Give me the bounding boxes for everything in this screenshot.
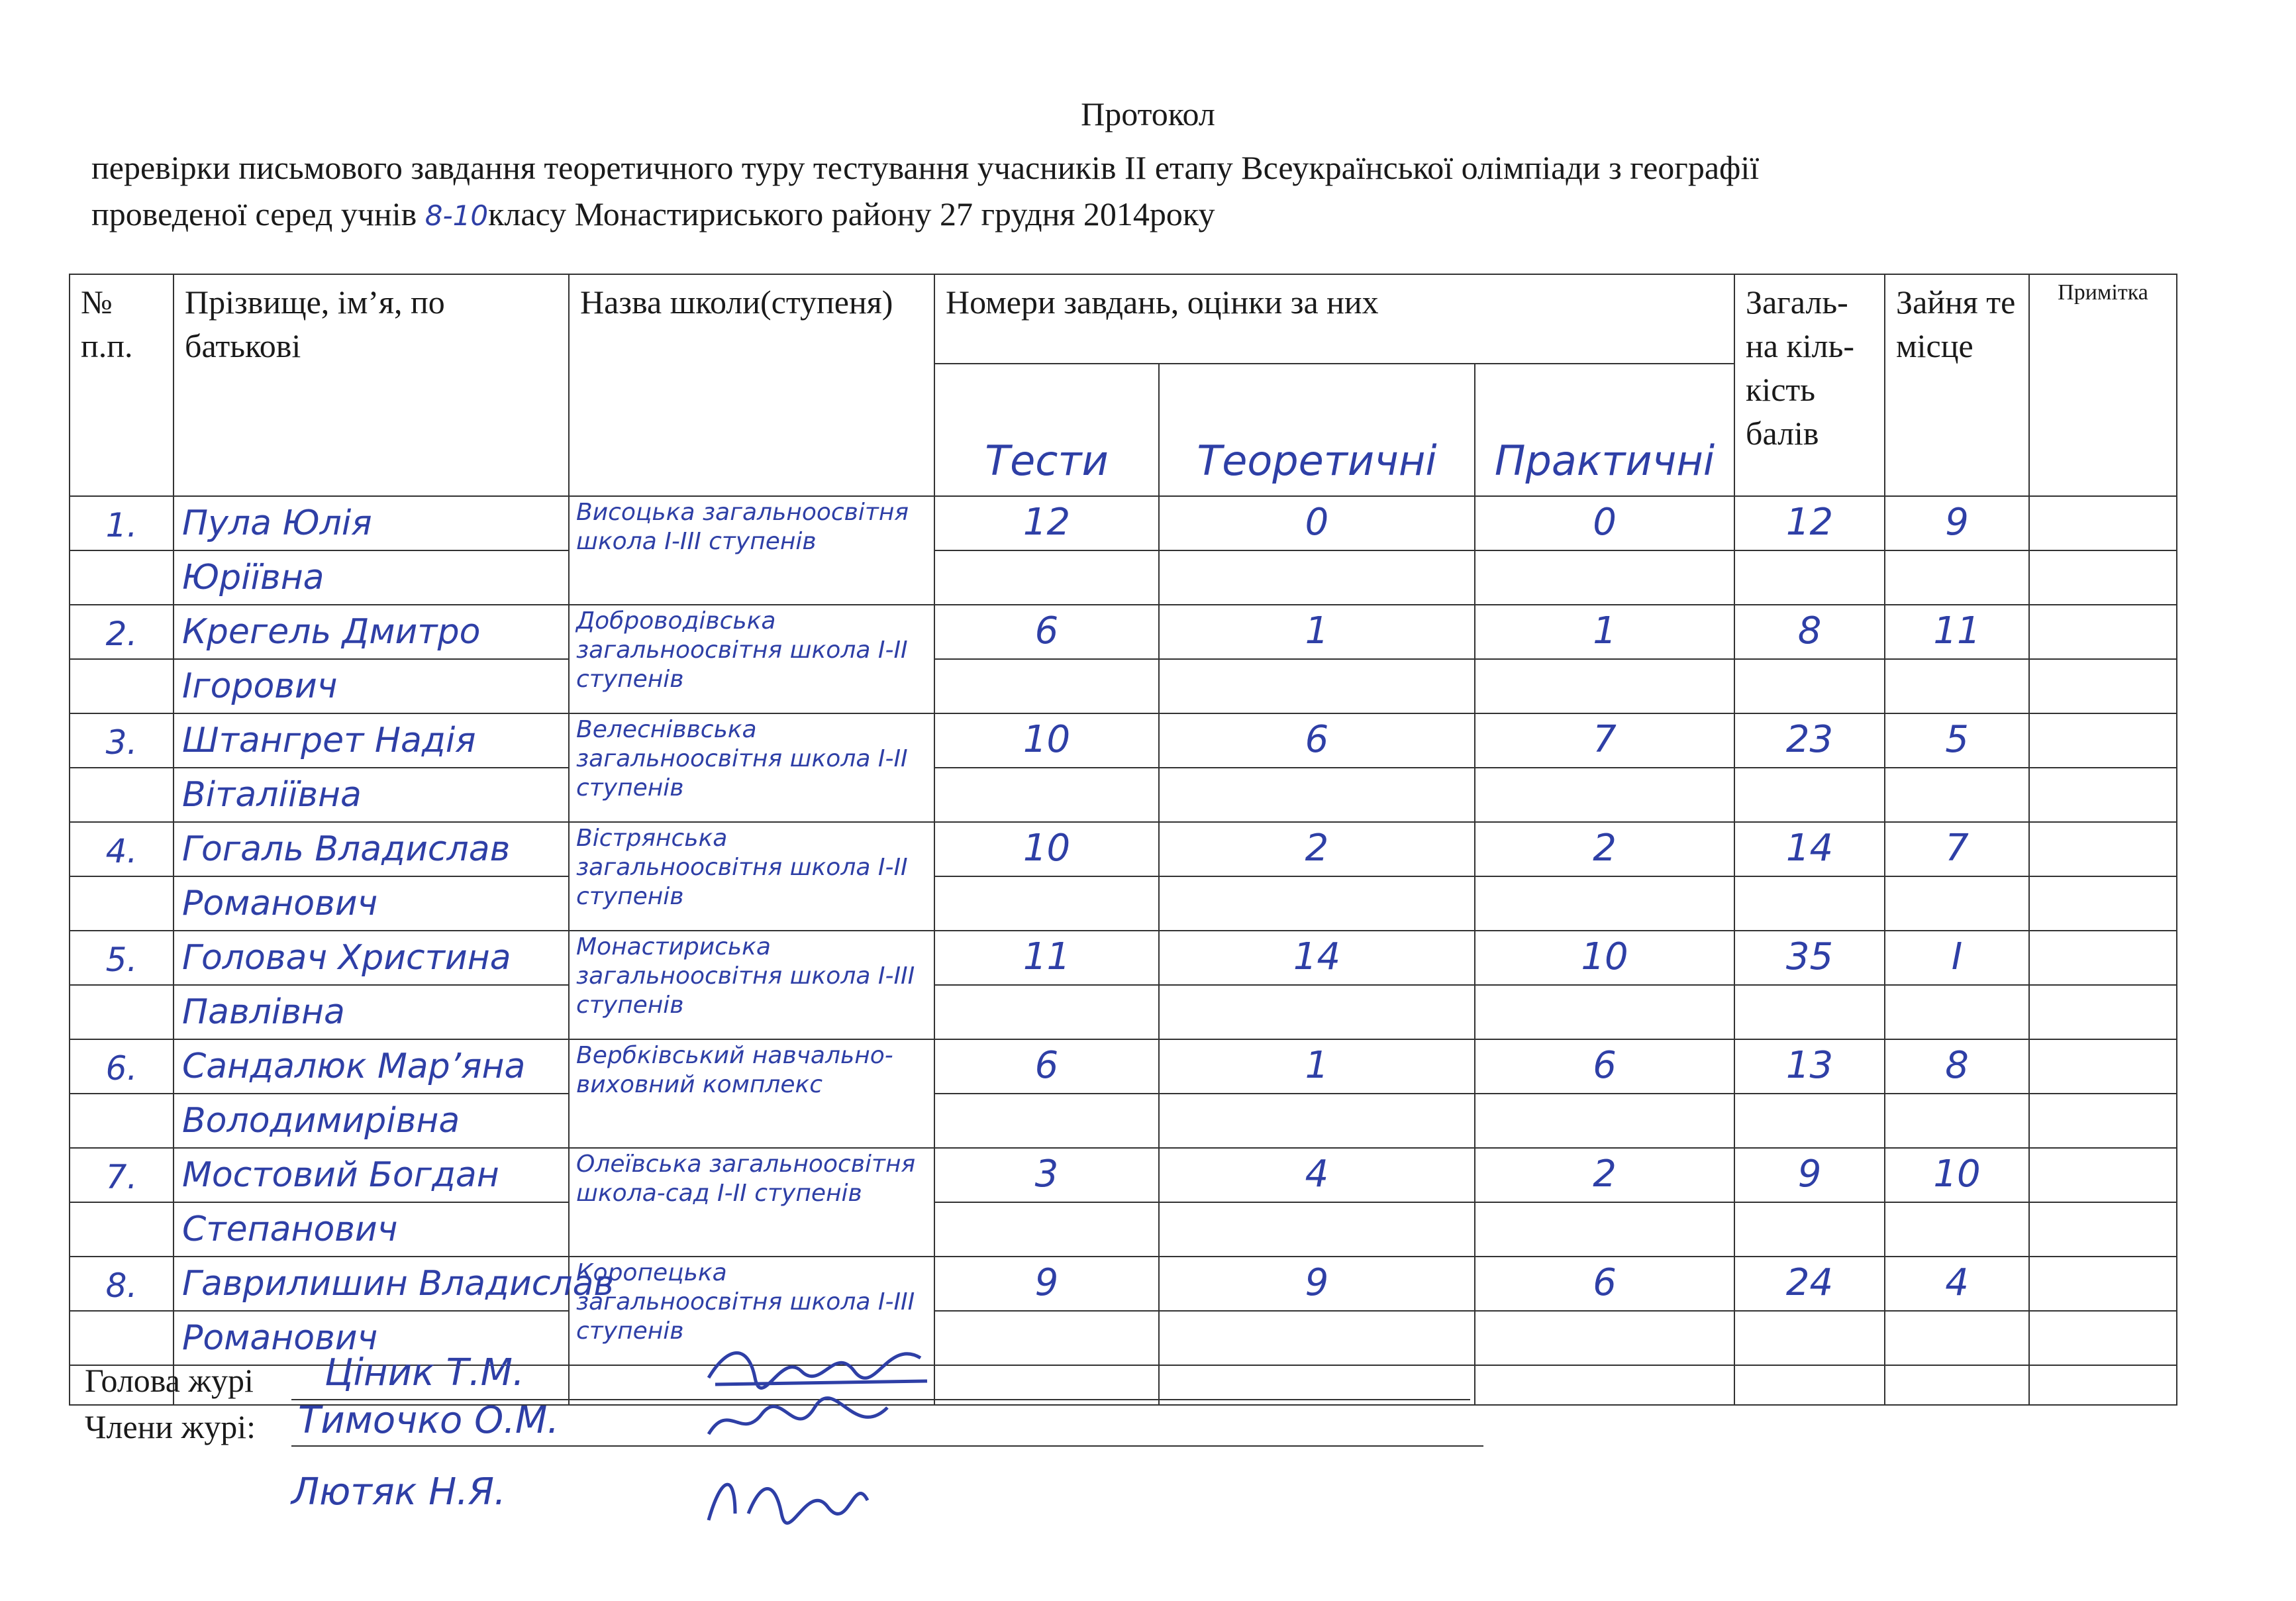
score-theory: 6 — [1159, 713, 1475, 768]
score-practice: 6 — [1475, 1257, 1734, 1311]
place: 7 — [1885, 822, 2029, 876]
score-tests: 9 — [934, 1257, 1159, 1311]
empty-cell — [1159, 768, 1475, 822]
empty-cell — [1159, 550, 1475, 605]
participant-patronymic: Юріївна — [174, 550, 569, 605]
score-practice: 1 — [1475, 605, 1734, 659]
score-total: 12 — [1734, 496, 1885, 550]
row-number-cont — [70, 1094, 174, 1148]
row-number: 7. — [70, 1148, 174, 1202]
note-cell — [2029, 1148, 2177, 1202]
row-number-cont — [70, 876, 174, 931]
score-total: 24 — [1734, 1257, 1885, 1311]
score-total: 23 — [1734, 713, 1885, 768]
place: 4 — [1885, 1257, 2029, 1311]
row-number: 3. — [70, 713, 174, 768]
table-row — [70, 1094, 2177, 1148]
empty-cell — [1475, 1094, 1734, 1148]
row-number-cont — [70, 659, 174, 713]
participant-patronymic: Ігорович — [174, 659, 569, 713]
score-theory: 9 — [1159, 1257, 1475, 1311]
page-title: Протокол — [1081, 95, 1215, 132]
empty-cell — [2029, 659, 2177, 713]
signature-member-1 — [702, 1394, 901, 1454]
empty-cell — [1734, 550, 1885, 605]
empty-cell — [1734, 985, 1885, 1039]
table-row — [70, 550, 2177, 605]
empty-cell — [1734, 1202, 1885, 1257]
score-total: 35 — [1734, 931, 1885, 985]
note-cell — [2029, 713, 2177, 768]
table-row — [70, 1257, 2177, 1311]
empty-cell — [1885, 1365, 2029, 1405]
jury-member-1-name: Тимочко О.М. — [298, 1399, 560, 1442]
score-theory: 4 — [1159, 1148, 1475, 1202]
header-no: № п.п. — [70, 274, 174, 496]
empty-cell — [1885, 550, 2029, 605]
empty-cell — [1159, 1202, 1475, 1257]
score-theory: 2 — [1159, 822, 1475, 876]
header-note: Примітка — [2029, 274, 2177, 496]
note-cell — [2029, 1039, 2177, 1094]
empty-cell — [1159, 1311, 1475, 1365]
note-cell — [2029, 496, 2177, 550]
table-row — [70, 1148, 2177, 1202]
score-total: 13 — [1734, 1039, 1885, 1094]
table-row — [70, 659, 2177, 713]
note-cell — [2029, 605, 2177, 659]
empty-cell — [1159, 985, 1475, 1039]
jury-members-label: Члени журі: — [85, 1408, 256, 1445]
header-row — [70, 274, 2177, 364]
empty-cell — [2029, 1202, 2177, 1257]
score-theory: 1 — [1159, 605, 1475, 659]
empty-cell — [1734, 659, 1885, 713]
table-row — [70, 985, 2177, 1039]
place: 9 — [1885, 496, 2029, 550]
table-row — [70, 1039, 2177, 1094]
empty-cell — [934, 1094, 1159, 1148]
empty-cell — [2029, 550, 2177, 605]
participant-surname-name: Мостовий Богдан — [174, 1148, 569, 1202]
empty-cell — [1734, 768, 1885, 822]
empty-cell — [1885, 1202, 2029, 1257]
empty-cell — [1159, 876, 1475, 931]
empty-cell — [1885, 876, 2029, 931]
school-name: Вістрянська загальноосвітня школа І-ІІ ступенів — [569, 822, 934, 931]
empty-cell — [2029, 876, 2177, 931]
school-name: Коропецька загальноосвітня школа І-ІІІ ступенів — [569, 1257, 934, 1365]
row-number: 2. — [70, 605, 174, 659]
school-name: Доброводівська загальноосвітня школа І-ІІ ступенів — [569, 605, 934, 713]
empty-cell — [1734, 1311, 1885, 1365]
subheader-tests: Тести — [934, 364, 1159, 496]
row-number-cont — [70, 550, 174, 605]
table-row — [70, 713, 2177, 768]
school-name: Висоцька загальноосвітня школа І-ІІІ ступенів — [569, 496, 934, 605]
score-practice: 6 — [1475, 1039, 1734, 1094]
empty-cell — [1734, 876, 1885, 931]
empty-cell — [1885, 768, 2029, 822]
header-tasks: Номери завдань, оцінки за них — [934, 274, 1734, 364]
empty-cell — [1475, 985, 1734, 1039]
row-number-cont — [70, 768, 174, 822]
school-name: Вербківський навчально-виховний комплекс — [569, 1039, 934, 1148]
participant-surname-name: Гогаль Владислав — [174, 822, 569, 876]
score-theory: 1 — [1159, 1039, 1475, 1094]
row-number-cont — [70, 985, 174, 1039]
empty-cell — [1159, 659, 1475, 713]
empty-cell — [934, 876, 1159, 931]
participant-surname-name: Пула Юлія — [174, 496, 569, 550]
place: 8 — [1885, 1039, 2029, 1094]
note-cell — [2029, 931, 2177, 985]
empty-cell — [1734, 1094, 1885, 1148]
participant-patronymic: Володимирівна — [174, 1094, 569, 1148]
place: 11 — [1885, 605, 2029, 659]
empty-cell — [1475, 876, 1734, 931]
score-tests: 11 — [934, 931, 1159, 985]
score-theory: 0 — [1159, 496, 1475, 550]
empty-cell — [2029, 1365, 2177, 1405]
signature-member-2 — [702, 1461, 874, 1533]
subheader-theory: Теоретичні — [1159, 364, 1475, 496]
score-practice: 10 — [1475, 931, 1734, 985]
score-tests: 6 — [934, 605, 1159, 659]
score-tests: 12 — [934, 496, 1159, 550]
row-number-cont — [70, 1202, 174, 1257]
subtitle-suffix: класу Монастириського району 27 грудня 2014року — [488, 195, 1215, 232]
score-practice: 0 — [1475, 496, 1734, 550]
place: І — [1885, 931, 2029, 985]
table-row — [70, 768, 2177, 822]
empty-cell — [1885, 1311, 2029, 1365]
empty-cell — [1475, 1365, 1734, 1405]
score-tests: 10 — [934, 713, 1159, 768]
score-tests: 3 — [934, 1148, 1159, 1202]
empty-cell — [934, 768, 1159, 822]
participant-patronymic: Віталіївна — [174, 768, 569, 822]
school-name: Монастириська загальноосвітня школа І-ІІІ ступенів — [569, 931, 934, 1039]
subtitle-line-1: перевірки письмового завдання теоретичного туру тестування учасників ІІ етапу Всеукраїнської олімпіади з географії — [91, 149, 1760, 186]
table-row — [70, 876, 2177, 931]
participant-surname-name: Гаврилишин Владислав — [174, 1257, 569, 1311]
row-number-cont — [70, 1311, 174, 1365]
score-tests: 10 — [934, 822, 1159, 876]
row-number: 4. — [70, 822, 174, 876]
row-number: 1. — [70, 496, 174, 550]
header-school: Назва школи(ступеня) — [569, 274, 934, 496]
empty-cell — [2029, 768, 2177, 822]
participant-patronymic: Романович — [174, 876, 569, 931]
school-name: Велесніввська загальноосвітня школа І-ІІ ступенів — [569, 713, 934, 822]
score-total: 8 — [1734, 605, 1885, 659]
empty-cell — [1475, 1311, 1734, 1365]
score-practice: 7 — [1475, 713, 1734, 768]
table-row — [70, 496, 2177, 550]
school-name: Олеївська загальноосвітня школа-сад І-ІІ ступенів — [569, 1148, 934, 1257]
score-practice: 2 — [1475, 822, 1734, 876]
subtitle-prefix: проведеної серед учнів — [91, 195, 417, 232]
subheader-practice: Практичні — [1475, 364, 1734, 496]
score-theory: 14 — [1159, 931, 1475, 985]
row-number: 5. — [70, 931, 174, 985]
participant-surname-name: Штангрет Надія — [174, 713, 569, 768]
score-total: 14 — [1734, 822, 1885, 876]
grades-handwritten: 8-10 — [424, 199, 489, 232]
score-practice: 2 — [1475, 1148, 1734, 1202]
jury-head-label: Голова журі — [85, 1362, 254, 1399]
empty-cell — [934, 550, 1159, 605]
empty-cell — [1475, 1202, 1734, 1257]
participant-surname-name: Крегель Дмитро — [174, 605, 569, 659]
score-tests: 6 — [934, 1039, 1159, 1094]
row-number: 8. — [70, 1257, 174, 1311]
subtitle-line-2 — [91, 191, 1759, 239]
note-cell — [2029, 822, 2177, 876]
row-number: 6. — [70, 1039, 174, 1094]
participant-surname-name: Головач Христина — [174, 931, 569, 985]
header-place: Зайня те місце — [1885, 274, 2029, 496]
header-name: Прізвище, ім’я, по батькові — [174, 274, 569, 496]
participant-patronymic: Павлівна — [174, 985, 569, 1039]
empty-cell — [1475, 768, 1734, 822]
table-body — [70, 496, 2177, 1405]
place: 5 — [1885, 713, 2029, 768]
note-cell — [2029, 1257, 2177, 1311]
subtitle — [91, 144, 1759, 239]
empty-cell — [1475, 550, 1734, 605]
empty-cell — [1885, 659, 2029, 713]
empty-cell — [1159, 1094, 1475, 1148]
empty-cell — [934, 985, 1159, 1039]
empty-cell — [934, 659, 1159, 713]
empty-cell — [2029, 1311, 2177, 1365]
jury-member-2-name: Лютяк Н.Я. — [291, 1471, 506, 1514]
score-total: 9 — [1734, 1148, 1885, 1202]
jury-head-name: Ціник Т.М. — [324, 1351, 524, 1394]
participant-surname-name: Сандалюк Мар’яна — [174, 1039, 569, 1094]
empty-cell — [1734, 1365, 1885, 1405]
empty-cell — [2029, 985, 2177, 1039]
empty-cell — [1885, 985, 2029, 1039]
place: 10 — [1885, 1148, 2029, 1202]
results-table — [69, 274, 2177, 1406]
participant-patronymic: Романович — [174, 1311, 569, 1365]
table-row — [70, 822, 2177, 876]
participant-patronymic: Степанович — [174, 1202, 569, 1257]
empty-cell — [934, 1202, 1159, 1257]
empty-cell — [1885, 1094, 2029, 1148]
empty-cell — [1475, 659, 1734, 713]
table-row — [70, 1202, 2177, 1257]
table-row — [70, 931, 2177, 985]
empty-cell — [2029, 1094, 2177, 1148]
table-row — [70, 605, 2177, 659]
empty-cell — [934, 1311, 1159, 1365]
header-total: Загаль-на кіль-кість балів — [1734, 274, 1885, 496]
signature-head — [702, 1331, 940, 1398]
